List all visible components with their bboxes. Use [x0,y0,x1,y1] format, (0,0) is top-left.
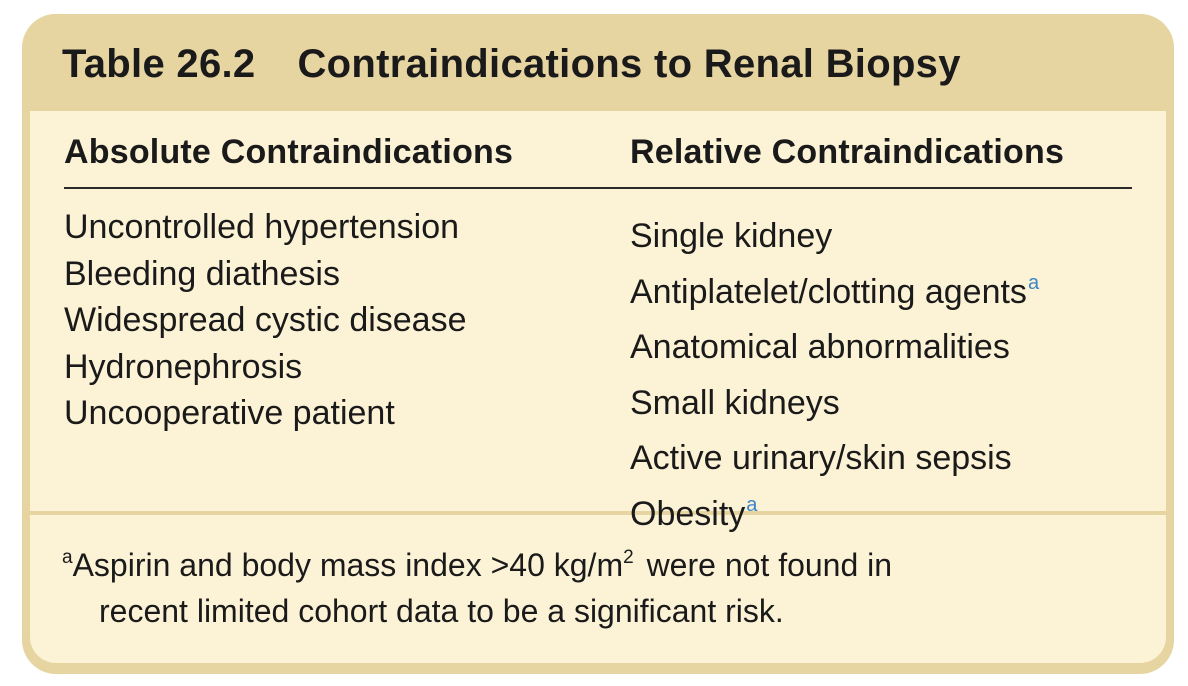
list-item [630,426,1039,482]
list-item: Bleeding diathesis [64,254,340,293]
list-item-text: Anatomical abnormalities [630,328,1010,366]
list-item-text: Obesity [630,494,746,533]
list-item [630,371,1039,427]
table-caption: Contraindications to Renal Biopsy [297,42,961,86]
footnote-marker: a [62,547,73,568]
footnote-text-part2: were not found in [637,547,893,583]
list-item [630,315,1039,371]
list-item-text: Antiplatelet/clotting agents [630,272,1027,311]
absolute-column-header: Absolute Contraindications [64,133,514,171]
footnote-marker: a [746,493,758,516]
list-item-text: Active urinary/skin sepsis [630,439,1012,477]
footnote-superscript: 2 [623,547,634,568]
title-band [22,14,1174,111]
relative-column-header: Relative Contraindications [630,133,1065,171]
list-item [630,204,1039,260]
list-item-text: Single kidney [630,217,833,255]
table-footnote [62,535,1122,634]
list-item: Widespread cystic disease [64,301,467,339]
table-title [62,42,961,87]
absolute-contraindications-list [64,204,467,437]
list-item: Uncontrolled hypertension [64,208,460,246]
table-number: Table 26.2 [62,42,256,86]
header-rule-absolute [64,187,630,189]
footnote-marker: a [1027,271,1040,294]
header-rule-relative [630,187,1132,189]
list-item-text: Small kidneys [630,383,840,422]
footnote-text-part1: Aspirin and body mass index >40 kg/m [72,547,624,583]
footnote-text-line2: recent limited cohort data to be a significant risk. [99,593,784,629]
relative-contraindications-list [630,204,1039,537]
list-item: Uncooperative patient [64,394,395,432]
list-item [630,260,1039,316]
list-item: Hydronephrosis [64,347,303,386]
table-frame [22,14,1174,674]
list-item [630,482,1039,538]
